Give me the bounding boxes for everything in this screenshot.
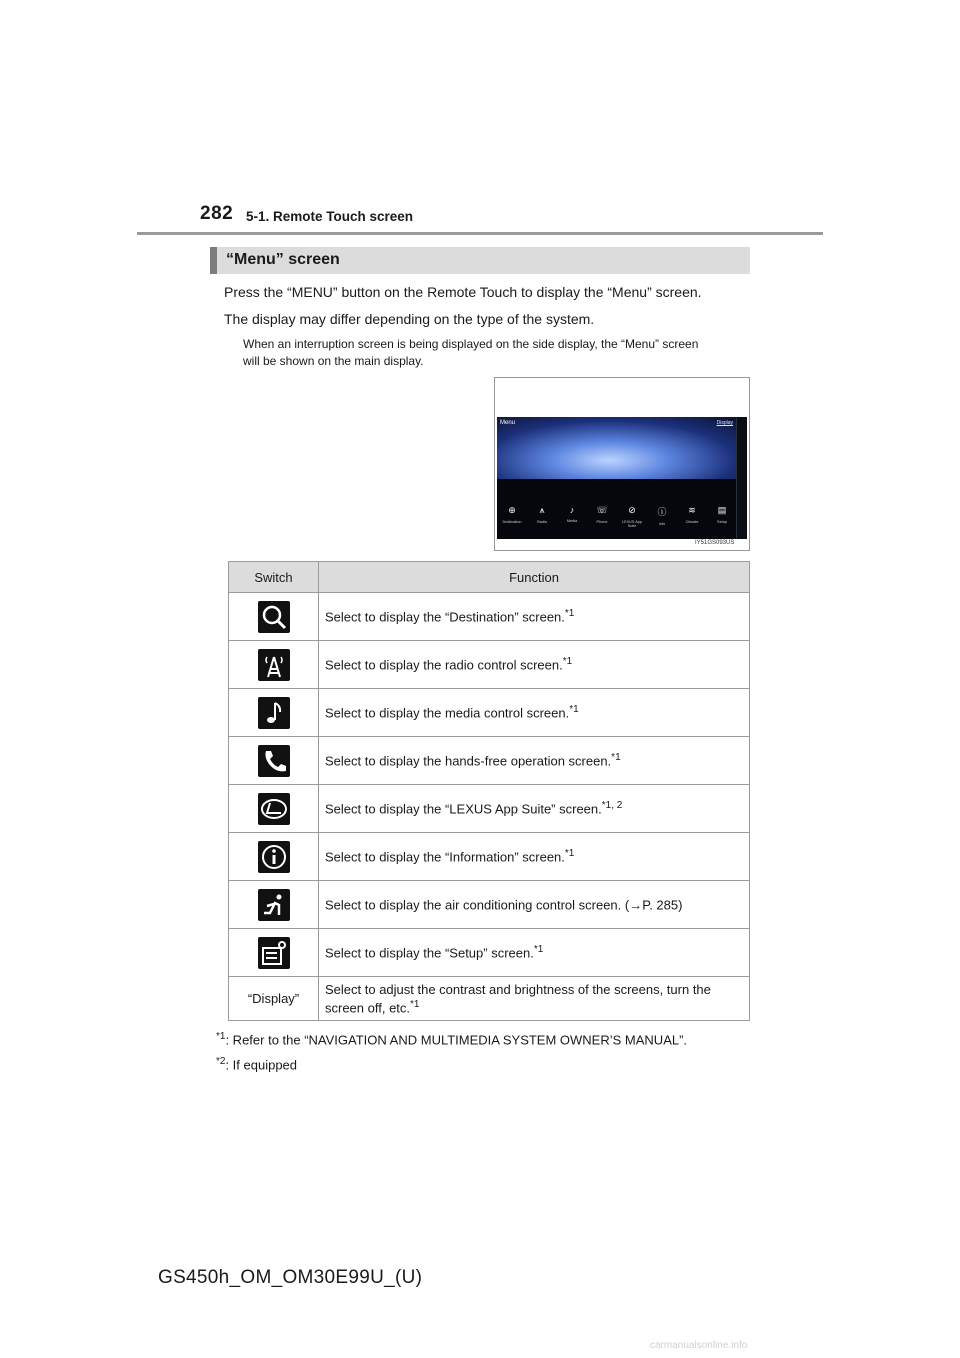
row-text: Select to display the radio control screen.	[325, 657, 563, 673]
image-code: IY51GS093US	[695, 540, 735, 546]
table-row: Select to display the media control screen.$^{*1}$	[229, 689, 750, 737]
screen-side-bar	[736, 417, 747, 539]
screen-info-icon: ⓘ Info	[657, 507, 667, 526]
row-text: Select to display the “Information” screen.	[325, 849, 565, 865]
screen-media-icon: ♪ Media	[566, 505, 578, 523]
lexus-logo-icon	[258, 793, 290, 825]
radio-tower-icon	[258, 649, 290, 681]
table-row: “Display” Select to adjust the contrast and brightness of the screens, turn the screen off, etc.$^{*1}$	[229, 977, 750, 1021]
climate-icon	[258, 889, 290, 921]
music-note-icon	[258, 697, 290, 729]
screen-phone-icon: ☏ Phone	[596, 505, 608, 524]
table-row: Select to display the “Information” screen.$^{*1}$	[229, 833, 750, 881]
note	[243, 336, 753, 369]
section-title: 5-1. Remote Touch screen	[246, 209, 414, 224]
row-text: Select to display the “Setup” screen.	[325, 945, 534, 961]
screen-setup-icon: ▤ Setup	[717, 505, 727, 524]
info-icon	[258, 841, 290, 873]
screen-icon-row	[501, 505, 733, 528]
header-rule	[137, 232, 823, 235]
paragraph-2: The display may differ depending on the type of the system.	[224, 311, 595, 327]
table-row: Select to display the radio control screen.$^{*1}$	[229, 641, 750, 689]
footnote-1: $^{*1}$: Refer to the “NAVIGATION AND MULTIMEDIA SYSTEM OWNER’S MANUAL”.	[216, 1031, 688, 1048]
row-text-line-2: screen off, etc.	[325, 1000, 411, 1016]
switch-function-table	[228, 561, 750, 1021]
note-line-2: will be shown on the main display.	[243, 353, 424, 368]
screen-display-area	[497, 417, 747, 539]
row-text: Select to display the hands-free operation screen.	[325, 753, 612, 769]
watermark: carmanualsonline.info	[650, 1340, 748, 1351]
row-text-line-1: Select to adjust the contrast and brightness of the screens, turn the	[325, 981, 711, 997]
paragraph-1: Press the “MENU” button on the Remote Touch to display the “Menu” screen.	[224, 284, 702, 300]
table-header-row	[229, 562, 750, 593]
setup-icon	[258, 937, 290, 969]
table-row	[229, 881, 750, 929]
row-text: Select to display the media control screen.	[325, 705, 570, 721]
menu-screen-image	[494, 377, 750, 551]
destination-icon	[258, 601, 290, 633]
document-id: GS450h_OM_OM30E99U_(U)	[158, 1267, 423, 1288]
display-switch-label: “Display”	[229, 977, 319, 1021]
page-number: 282	[200, 203, 234, 224]
row-text: Select to display the air conditioning control screen. (→P. 285)	[325, 897, 683, 913]
screen-climate-icon: ≋ Climate	[685, 505, 699, 524]
note-line-1: When an interruption screen is being displayed on the side display, the “Menu” screen	[243, 337, 699, 351]
phone-icon	[258, 745, 290, 777]
table-row: Select to display the “Setup” screen.$^{*1}$	[229, 929, 750, 977]
col-function: Function	[319, 562, 750, 593]
screen-menu-label: Menu	[500, 420, 516, 426]
heading-title: “Menu” screen	[226, 251, 340, 268]
screen-lexus-icon: ⊘ LEXUS App Suite	[621, 505, 643, 528]
col-switch: Switch	[229, 562, 319, 593]
row-text: Select to display the “LEXUS App Suite” screen.	[325, 801, 602, 817]
table-row: Select to display the “LEXUS App Suite” screen.$^{*1, 2}$	[229, 785, 750, 833]
screen-background-glow	[497, 417, 747, 479]
screen-display-label: Display	[716, 420, 733, 426]
screen-radio-icon: ⩚ Radio	[537, 505, 547, 524]
screen-destination-icon: ⊕ Destination	[502, 505, 522, 524]
table-row: Select to display the hands-free operation screen.$^{*1}$	[229, 737, 750, 785]
table-row: Select to display the “Destination” screen.$^{*1}$	[229, 593, 750, 641]
footnote-2: $^{*2}$: If equipped	[216, 1056, 298, 1073]
row-text: Select to display the “Destination” screen.	[325, 609, 565, 625]
